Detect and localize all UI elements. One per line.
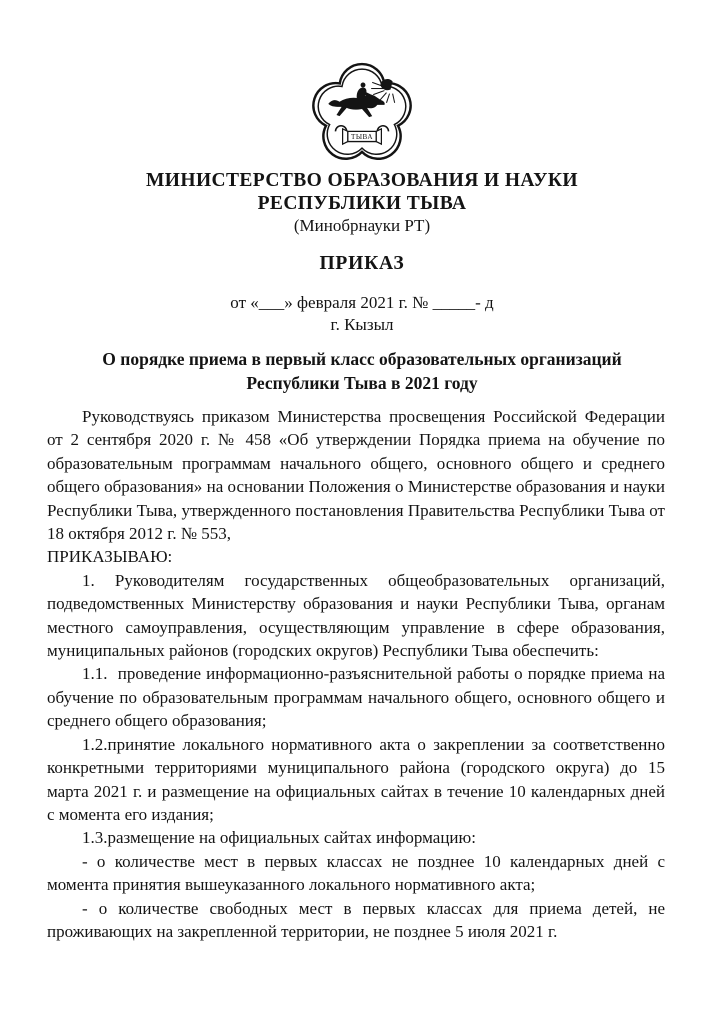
paragraph-preamble: Руководствуясь приказом Министерства просвещения Российской Федерации от 2 сентября 2020 г. № 458 «Об утверждении Порядка приема на обучение по образовательным программам начального общего, основного общего и среднего общего образования» на основании Положения о Министерстве образования и науки Республики Тыва, утвержденного постановления Правительства Республики Тыва от 18 октября 2012 г. № 553, — [47, 407, 665, 544]
document-type-heading: ПРИКАЗ — [319, 253, 405, 274]
ministry-short-name: (Минобрнауки РТ) — [293, 216, 431, 235]
coat-of-arms — [0, 62, 724, 162]
document-title — [0, 347, 724, 395]
ribbon-text: ТЫВА — [350, 133, 374, 142]
paragraph-resolve-word: ПРИКАЗЫВАЮ: — [47, 547, 173, 567]
ribbon — [343, 129, 382, 144]
date-number-line: от «___» февраля 2021 г. № _____- д — [230, 293, 494, 312]
paragraph-bullet-2: - о количестве свободных мест в первых классах для приема детей, не проживающих на закрепленной территории, не позднее 5 июля 2021 г. — [47, 898, 665, 941]
paragraph-item-1-3: 1.3.размещение на официальных сайтах информацию: — [82, 828, 476, 848]
ministry-name-line1: МИНИСТЕРСТВО ОБРАЗОВАНИЯ И НАУКИ — [146, 170, 578, 191]
tyva-emblem-icon — [299, 62, 425, 162]
ministry-name-line2: РЕСПУБЛИКИ ТЫВА — [257, 193, 467, 214]
paragraph-item-1: 1. Руководителям государственных общеобразовательных организаций, подведомственных Министерству образования и науки Республики Тыва, органам местного самоуправления, осуществляющим управление в сфере образования, муниципальных районов (городских округов) Республики Тыва обеспечить: — [47, 570, 665, 661]
paragraph-bullet-1: - о количестве мест в первых классах не позднее 10 календарных дней с момента принятия вышеуказанного локального нормативного акта; — [47, 851, 665, 895]
document-body — [47, 405, 665, 943]
place-line: г. Кызыл — [330, 315, 394, 334]
document-title-line1: О порядке приема в первый класс образовательных организаций — [102, 349, 622, 369]
paragraph-item-1-1: 1.1. проведение информационно-разъяснительной работы о порядке приема на обучение по образовательным программам начального общего, основного общего и среднего общего образования; — [47, 664, 665, 731]
document-title-line2: Республики Тыва в 2021 году — [246, 373, 478, 393]
paragraph-item-1-2: 1.2.принятие локального нормативного акта о закреплении за соответственно конкретными территориями муниципального района (городского округа) до 15 марта 2021 г. и размещение на официальных сайтах в течение 10 календарных дней с момента его издания; — [47, 734, 665, 824]
